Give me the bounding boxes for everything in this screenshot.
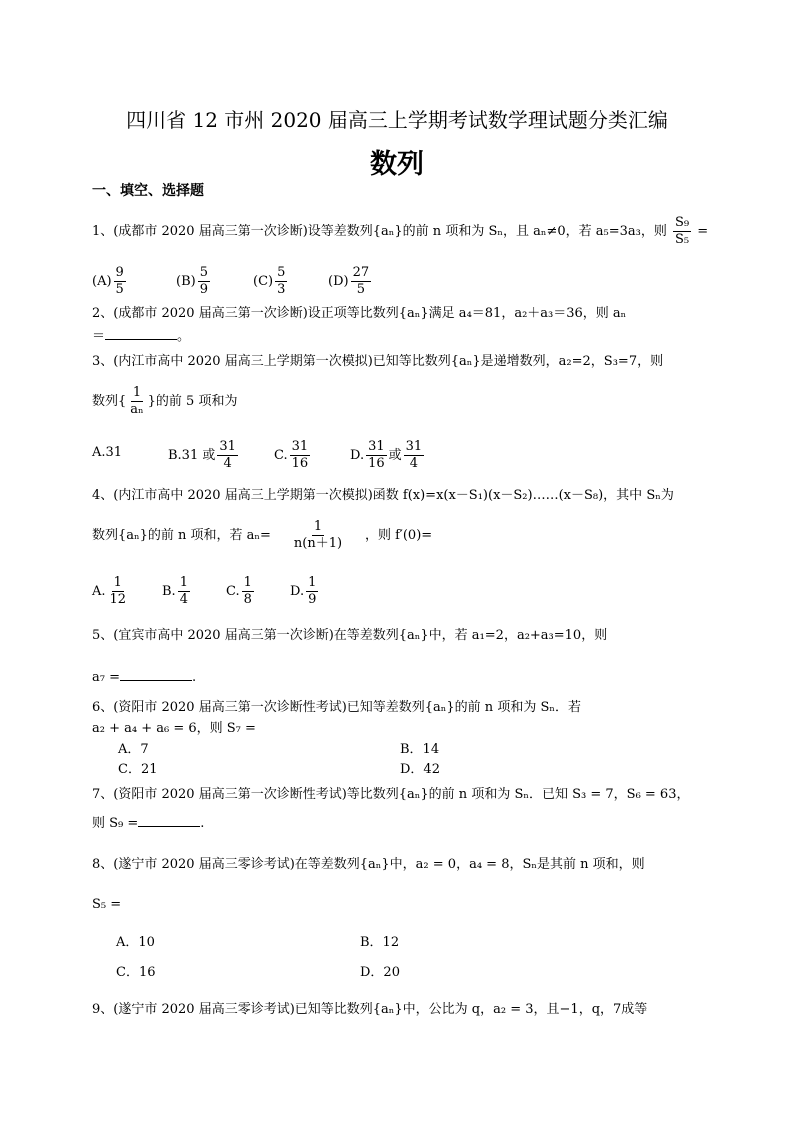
- question-3-option-d: D. $\frac{31}{16}$ 或 $\frac{31}{4}$: [350, 439, 423, 471]
- question-4-line-1: 4、(内江市高中 2020 届高三上学期第一次模拟)函数 f(x)=x(x－S₁)(x－S₂)……(x－S₈)，其中 Sₙ为: [92, 488, 674, 503]
- question-6-line-2: a₂ + a₄ + a₆ = 6，则 S₇ =: [92, 721, 256, 736]
- question-3-line-1: 3、(内江市高中 2020 届高三上学期第一次模拟)已知等比数列{aₙ}是递增数列，a₂=2，S₃=7，则: [92, 354, 664, 369]
- question-4-option-b: B. $\frac{1}{4}$: [162, 575, 188, 607]
- question-2-line-1: 2、(成都市 2020 届高三第一次诊断)设正项等比数列{aₙ}满足 a₄＝81，a₂＋a₃＝36，则 aₙ: [92, 306, 627, 321]
- answer-blank: [105, 327, 177, 340]
- question-6-option-b: B．14: [400, 742, 440, 757]
- question-1-option-a: (A) $\frac{9}{5}$: [92, 265, 124, 297]
- section-heading: 一、填空、选择题: [92, 183, 204, 199]
- question-5-line-2: a₇ = .: [92, 670, 197, 685]
- question-8-option-a: A．10: [116, 935, 155, 950]
- question-8-option-d: D．20: [360, 965, 400, 980]
- question-3-line-2: 数列{ $\frac{1}{\text{aₙ}}$ }的前 5 项和为: [92, 385, 238, 417]
- question-8-line-2: S₅ =: [92, 897, 122, 912]
- question-5-line-1: 5、(宜宾市高中 2020 届高三第一次诊断)在等差数列{aₙ}中，若 a₁=2，a₂+a₃=10，则: [92, 628, 608, 643]
- document-subtitle: 数列: [370, 149, 424, 180]
- question-6-option-c: C．21: [118, 762, 158, 777]
- question-1-option-c: (C) $\frac{5}{3}$: [253, 265, 286, 297]
- question-4-option-a: A. $\frac{1}{12}$: [92, 575, 127, 607]
- question-6-option-d: D．42: [400, 762, 440, 777]
- question-6-line-1: 6、(资阳市 2020 届高三第一次诊断性考试)已知等差数列{aₙ}的前 n 项和为 Sₙ．若: [92, 700, 581, 715]
- question-4-line-2: 数列{aₙ}的前 n 项和，若 aₙ= $\frac{1}{n(n+1)}$ ，则 f′(0)=: [92, 519, 433, 551]
- question-4-option-d: D. $\frac{1}{9}$: [290, 575, 317, 607]
- question-9-line-1: 9、(遂宁市 2020 届高三零诊考试)已知等比数列{aₙ}中，公比为 q，a₂ = 3，且−1，q，7成等: [92, 1002, 648, 1017]
- document-title: 四川省 12 市州 2020 届高三上学期考试数学理试题分类汇编: [126, 108, 668, 132]
- question-3-option-b: B.31 或 $\frac{31}{4}$: [168, 439, 236, 471]
- question-1-text: 1、(成都市 2020 届高三第一次诊断)设等差数列{aₙ}的前 n 项和为 Sₙ，且 aₙ≠0，若 a₅=3a₃，则: [92, 224, 667, 239]
- question-7-line-1: 7、(资阳市 2020 届高三第一次诊断性考试)等比数列{aₙ}的前 n 项和为 Sₙ．已知 S₃ = 7，S₆ = 63，: [92, 787, 690, 802]
- question-8-option-b: B．12: [360, 935, 400, 950]
- question-8-option-c: C．16: [116, 965, 156, 980]
- question-6-option-a: A．7: [118, 742, 149, 757]
- question-1-option-d: (D) $\frac{27}{5}$: [328, 265, 370, 297]
- question-1-option-b: (B) $\frac{5}{9}$: [176, 265, 208, 297]
- question-3-option-a: A.31: [92, 445, 123, 460]
- question-7-line-2: 则 S₉ = .: [92, 816, 205, 831]
- question-1-fraction: $\frac{\text{S₉}}{\text{S₅}}$: [675, 215, 690, 247]
- question-8-line-1: 8、(遂宁市 2020 届高三零诊考试)在等差数列{aₙ}中，a₂ = 0，a₄ = 8，Sₙ是其前 n 项和，则: [92, 857, 645, 872]
- question-4-option-c: C. $\frac{1}{8}$: [226, 575, 252, 607]
- question-1: 1、(成都市 2020 届高三第一次诊断)设等差数列{aₙ}的前 n 项和为 Sₙ，且 aₙ≠0，若 a₅=3a₃，则 $\frac{\text{S₉}}{\text{S₅}}$ =: [92, 215, 709, 247]
- question-3-option-c: C. $\frac{31}{16}$: [274, 439, 309, 471]
- question-2-line-2: ＝ 。: [92, 329, 191, 344]
